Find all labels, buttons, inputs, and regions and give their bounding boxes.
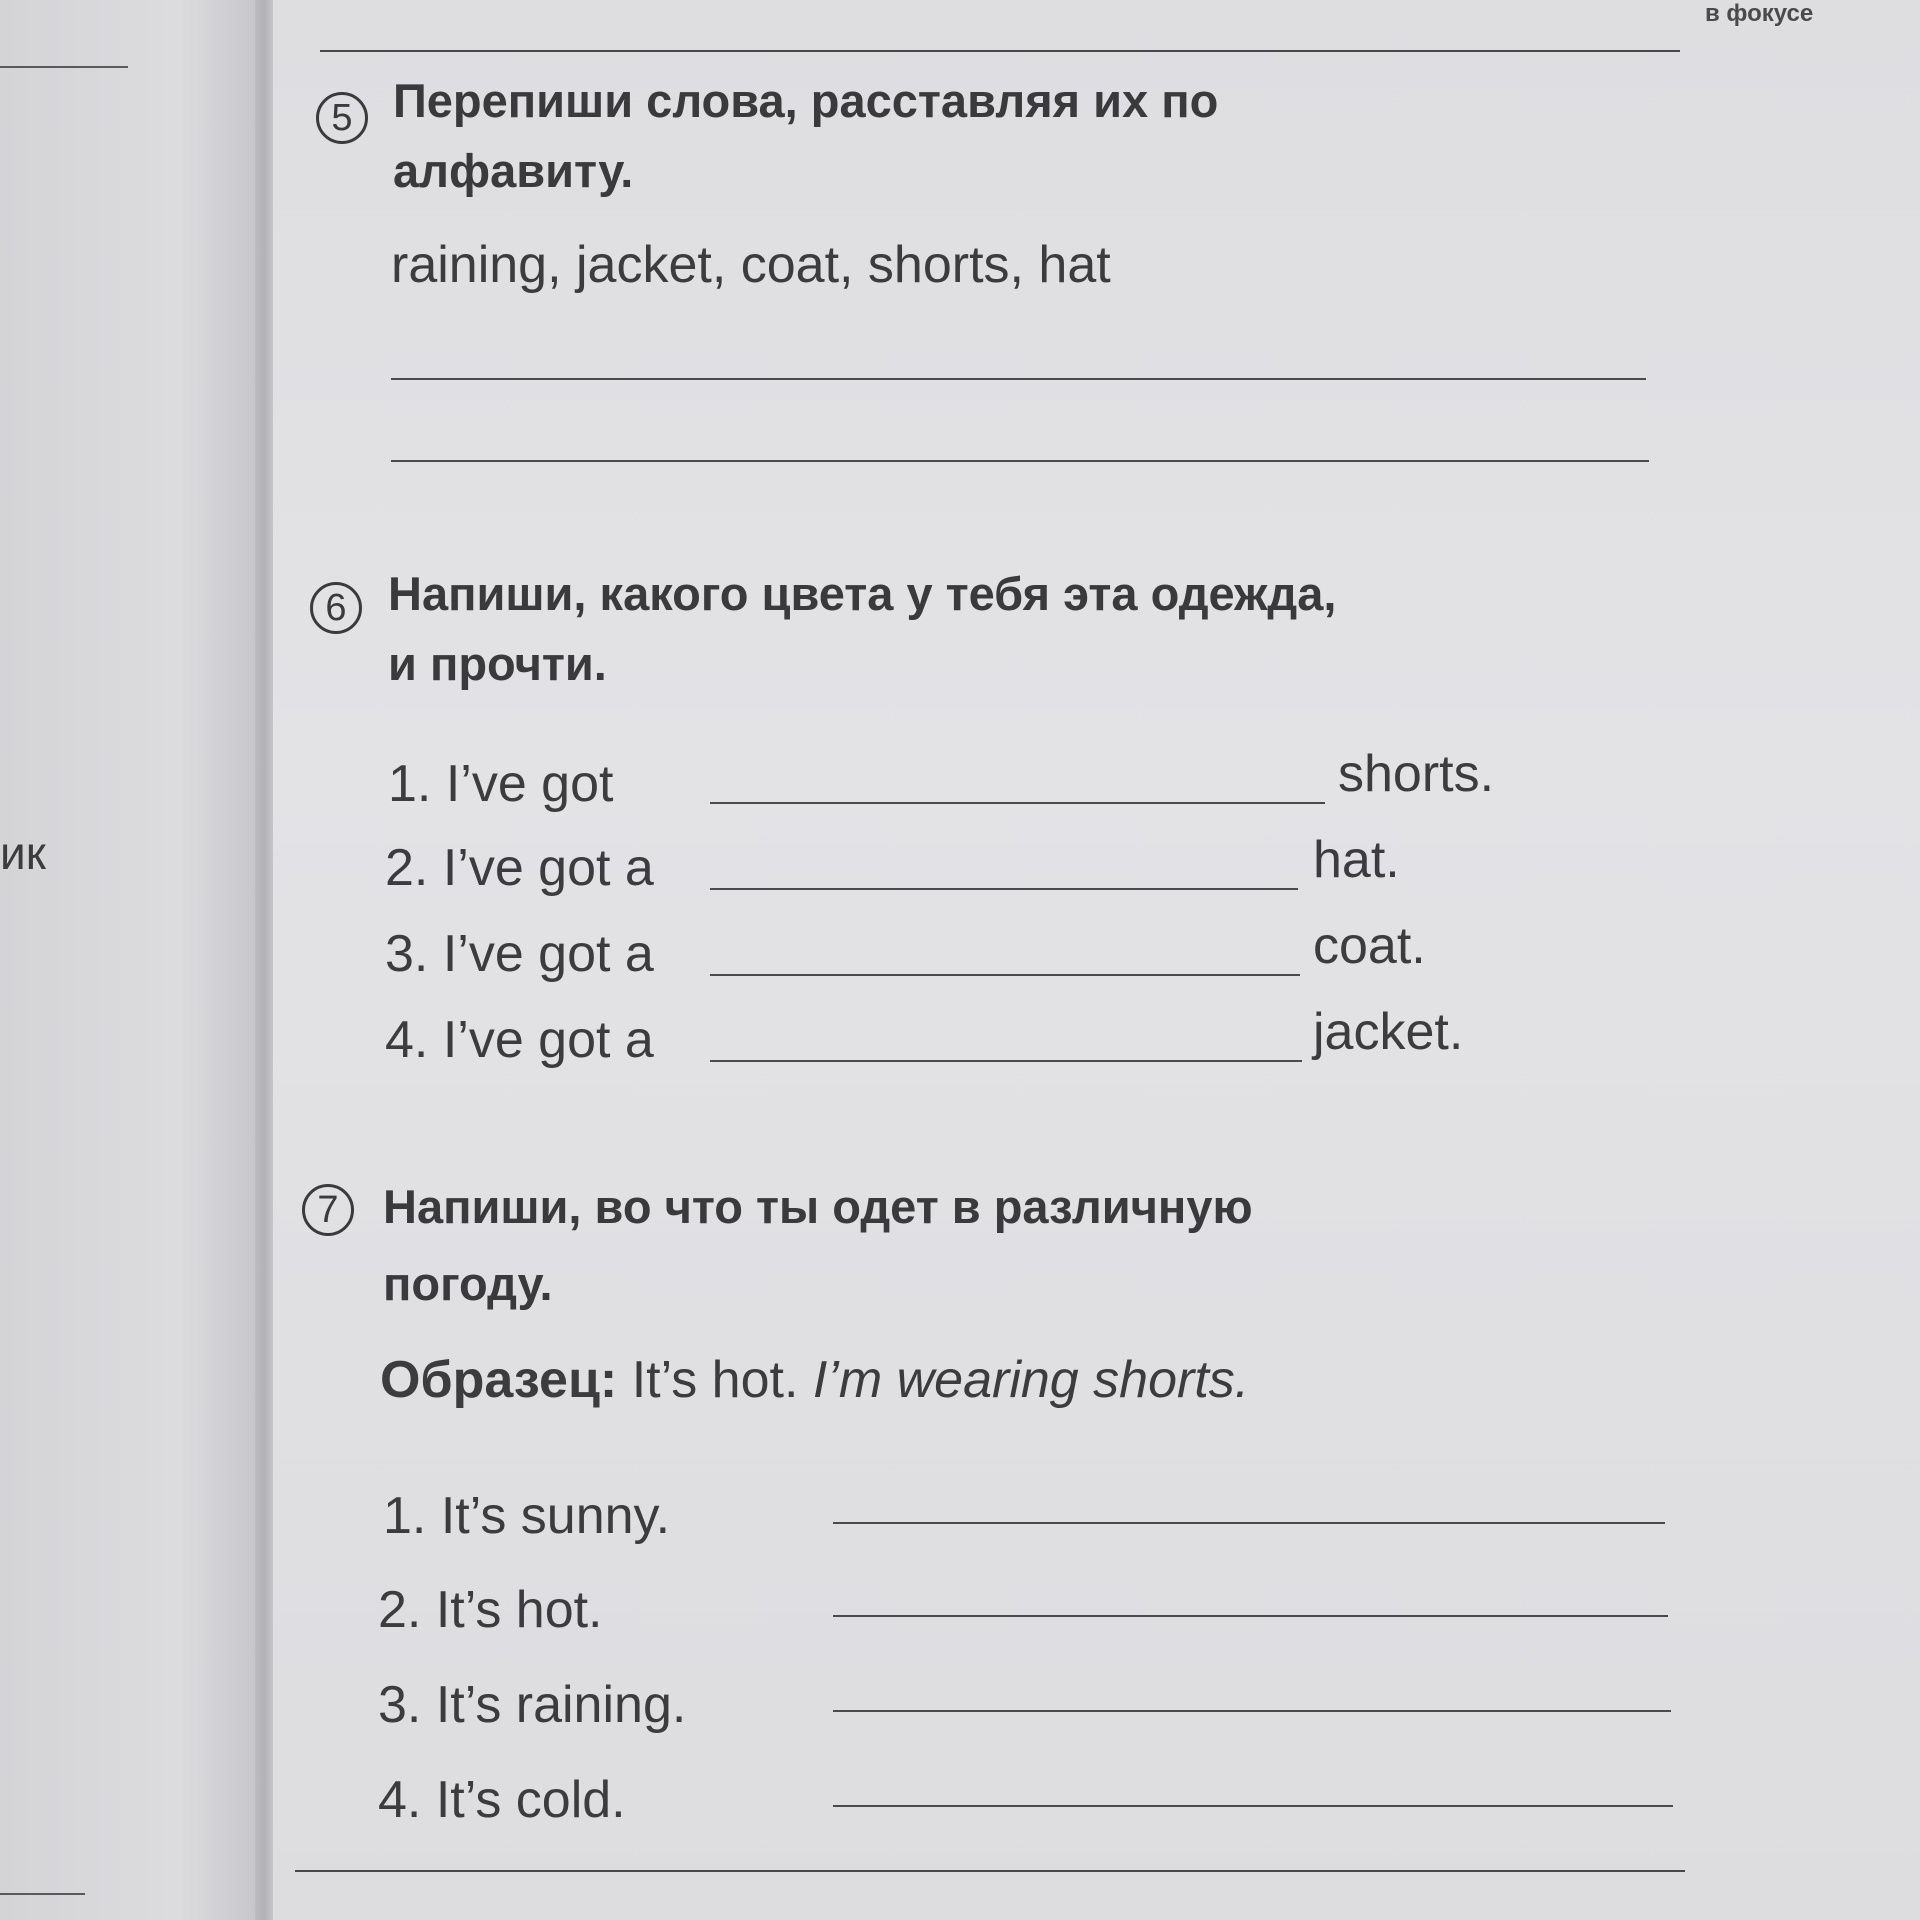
- left-page-rule: [0, 1893, 85, 1895]
- exercise-5-word-list: raining, jacket, coat, shorts, hat: [391, 236, 1111, 294]
- exercise-7-number: 7: [302, 1184, 354, 1236]
- left-page-rule: [0, 66, 128, 68]
- exercise-7-item-prompt: 4. It’s cold.: [378, 1771, 626, 1829]
- exercise-6-item-suffix: coat.: [1313, 917, 1426, 975]
- exercise-6-item-prefix: 4. I’ve got a: [385, 1011, 654, 1069]
- exercise-5-heading-line2: алфавиту.: [393, 144, 634, 197]
- exercise-6-answer-line[interactable]: [710, 1060, 1302, 1062]
- exercise-7-item-prompt: 2. It’s hot.: [378, 1581, 603, 1639]
- exercise-6-item-suffix: hat.: [1313, 831, 1400, 889]
- exercise-7-sample: [380, 1350, 1249, 1410]
- exercise-7-sample-answer: I’m wearing shorts.: [812, 1351, 1250, 1409]
- exercise-6-heading-line1: Напиши, какого цвета у тебя эта одежда,: [388, 567, 1337, 620]
- exercise-5-answer-line-1[interactable]: [391, 378, 1646, 380]
- exercise-7-item-prompt: 1. It’s sunny.: [383, 1487, 671, 1545]
- exercise-5-answer-line-2[interactable]: [391, 460, 1649, 462]
- header-rule: [320, 50, 1680, 52]
- exercise-6-item-prefix: 3. I’ve got a: [385, 925, 654, 983]
- footer-rule: [295, 1870, 1685, 1872]
- exercise-7-answer-line[interactable]: [833, 1522, 1665, 1524]
- exercise-7-answer-line[interactable]: [833, 1805, 1673, 1807]
- exercise-7-answer-line[interactable]: [833, 1710, 1671, 1712]
- left-page-text-fragment: ик: [0, 827, 46, 879]
- exercise-6-item-prefix: 1. I’ve got: [388, 755, 614, 813]
- exercise-6-number: 6: [310, 582, 362, 634]
- exercise-5-number: 5: [316, 92, 368, 144]
- exercise-6-item-prefix: 2. I’ve got a: [385, 839, 654, 897]
- exercise-7-answer-line[interactable]: [833, 1615, 1668, 1617]
- exercise-7-heading-line2: погоду.: [383, 1257, 553, 1310]
- exercise-7-sample-label: Образец:: [380, 1351, 618, 1409]
- exercise-6-item-suffix: shorts.: [1338, 745, 1495, 803]
- exercise-7-sample-text: It’s hot.: [617, 1351, 813, 1409]
- exercise-7-item-prompt: 3. It’s raining.: [378, 1676, 687, 1734]
- exercise-6-item-suffix: jacket.: [1313, 1003, 1464, 1061]
- page-header-label: в фокусе: [1705, 0, 1814, 27]
- workbook-page: [273, 0, 1920, 1920]
- exercise-7-heading-line1: Напиши, во что ты одет в различную: [383, 1180, 1253, 1233]
- book-gutter: [255, 0, 273, 1920]
- left-page: [0, 0, 255, 1920]
- exercise-6-heading-line2: и прочти.: [388, 637, 607, 690]
- exercise-6-answer-line[interactable]: [710, 888, 1298, 890]
- exercise-6-answer-line[interactable]: [710, 802, 1325, 804]
- exercise-6-answer-line[interactable]: [710, 974, 1300, 976]
- exercise-5-heading-line1: Перепиши слова, расставляя их по: [393, 74, 1219, 127]
